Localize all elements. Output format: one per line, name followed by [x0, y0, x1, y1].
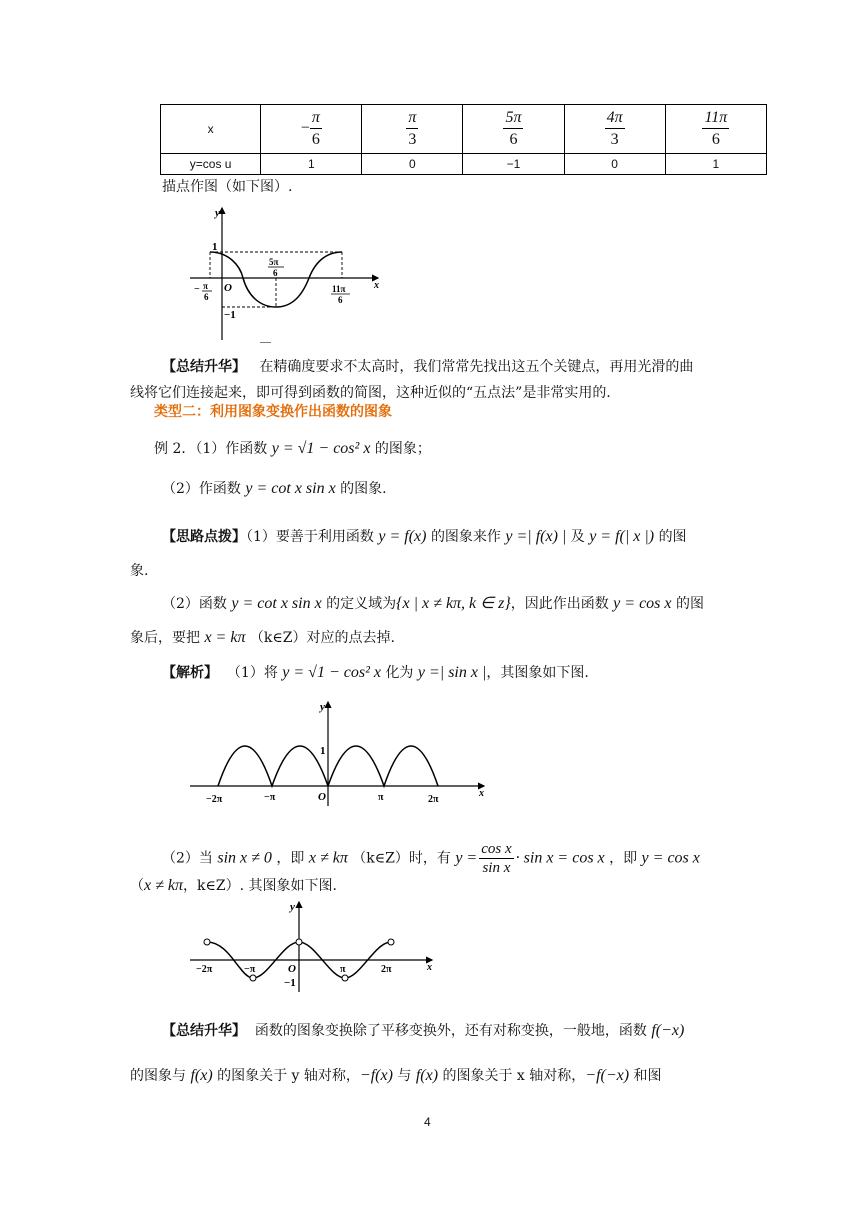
origin-label: O — [288, 963, 296, 975]
tick-2pi: 2π — [428, 794, 439, 805]
y-label: y — [290, 901, 295, 913]
hole-point — [204, 939, 210, 945]
hint-line2: （2）函数 y = cot x sin x 的定义域为{x | x ≠ kπ, k ∈ z}，因此作出函数 y = cos x 的图 — [162, 595, 704, 612]
table-row — [161, 105, 767, 154]
table-cell: 1 — [261, 154, 362, 175]
x-label: x — [479, 788, 484, 799]
abs-sine-graph — [188, 698, 488, 810]
y-label: y — [320, 701, 325, 713]
hint-line1: 【思路点拨】（1）要善于利用函数 y = f(x) 的图象来作 y =| f(x) | 及 y = f(| x |) 的图 — [162, 528, 687, 545]
solution-line2-cont: （x ≠ kπ，k∈Z）. 其图象如下图. — [130, 877, 337, 894]
value-table — [160, 104, 767, 175]
label-one: 1 — [212, 241, 218, 253]
hole-point — [296, 939, 302, 945]
cosine-holes-graph — [188, 898, 438, 998]
hole-point — [250, 975, 256, 981]
y-label: y — [215, 207, 220, 219]
solution-line2: （2）当 sin x ≠ 0 ，即 x ≠ kπ （k∈Z）时，有 y = $\frac{\text{cos x}}{\text{sin x}}$ · sin x = cos x ，即 y = cos x — [162, 841, 700, 876]
cosine-graph — [190, 200, 390, 350]
tick-minus: − — [194, 284, 200, 295]
hole-point — [342, 975, 348, 981]
example2-part2: （2）作函数 y = cot x sin x 的图象. — [162, 480, 387, 497]
tick-neg-pi: −π — [244, 964, 256, 975]
table-cell: 1 — [665, 154, 766, 175]
label-neg-one: −1 — [224, 309, 236, 321]
table-cell: 0 — [362, 154, 463, 175]
x-label: x — [427, 962, 432, 973]
solution-line1: 【解析】 （1）将 y = √1 − cos² x 化为 y =| sin x |，其图象如下图. — [162, 664, 589, 681]
tick-neg-pi6-num: π — [203, 281, 208, 291]
table-header-y: y=cos u — [161, 154, 261, 175]
hint-line2-cont: 象后，要把 x = kπ （k∈Z）对应的点去掉. — [130, 629, 395, 646]
table-cell: $\frac{5\pi}{6}$ — [463, 105, 564, 154]
tick-neg-pi: −π — [264, 792, 276, 803]
stray-mark: — — [260, 336, 271, 348]
table-cell: $\frac{4\pi}{3}$ — [564, 105, 665, 154]
table-row — [161, 154, 767, 175]
tick-5pi6-den: 6 — [273, 268, 278, 278]
hint-line1-cont: 象. — [130, 563, 149, 579]
summary2-line1: 【总结升华】 函数的图象变换除了平移变换外，还有对称变换，一般地，函数 f(−x) — [162, 1022, 685, 1039]
label-one: 1 — [320, 745, 326, 757]
origin-label: O — [224, 282, 232, 294]
summary1-line2: 线将它们连接起来，即可得到函数的简图，这种近似的“五点法”是非常实用的. — [130, 385, 611, 401]
table-cell: $\frac{\pi}{3}$ — [362, 105, 463, 154]
tick-neg-2pi: −2π — [196, 964, 213, 975]
table-cell: 0 — [564, 154, 665, 175]
table-cell: −1 — [463, 154, 564, 175]
tick-5pi6-num: 5π — [269, 257, 279, 267]
label-neg-one: −1 — [284, 977, 296, 989]
x-label: x — [374, 280, 379, 291]
table-header-x: x — [161, 105, 261, 154]
tick-neg-pi6-den: 6 — [204, 292, 209, 302]
example2-part1: 例 2．（1）作函数 y = √1 − cos² x 的图象； — [154, 440, 431, 457]
summary1-line1: 【总结升华】 在精确度要求不太高时，我们常常先找出这五个关键点，再用光滑的曲 — [162, 359, 694, 375]
tick-pi: π — [378, 792, 384, 803]
summary2-line2: 的图象与 f(x) 的图象关于 y 轴对称，−f(x) 与 f(x) 的图象关于 x 轴对称，−f(−x) 和图 — [130, 1067, 662, 1084]
hole-point — [388, 939, 394, 945]
page-number: 4 — [424, 1115, 431, 1129]
table-cell: − $\frac{\pi}{6}$ — [261, 105, 362, 154]
origin-label: O — [318, 791, 326, 803]
tick-neg-2pi: −2π — [206, 794, 223, 805]
describe-text: 描点作图（如下图）. — [162, 179, 293, 195]
section-heading-type2: 类型二：利用图象变换作出函数的图象 — [154, 404, 392, 420]
tick-11pi6-num: 11π — [332, 284, 346, 294]
tick-2pi: 2π — [381, 964, 392, 975]
tick-11pi6-den: 6 — [338, 295, 343, 305]
table-cell: $\frac{11\pi}{6}$ — [665, 105, 766, 154]
tick-pi: π — [340, 964, 346, 975]
